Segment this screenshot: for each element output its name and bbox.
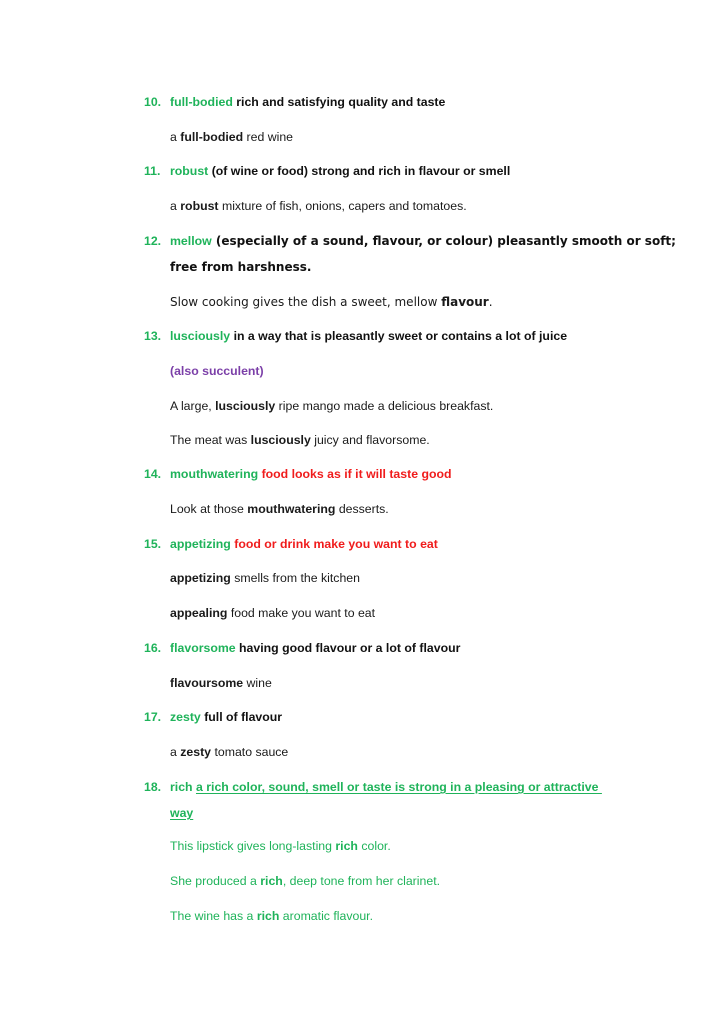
entry-term: rich: [170, 780, 193, 794]
entry-11-example-1: [170, 198, 467, 214]
example-text: a: [170, 745, 181, 759]
entry-definition-continued: way: [170, 806, 194, 820]
entry-17-example-1: [170, 744, 288, 760]
example-keyword: rich: [260, 874, 283, 888]
entry-term: mouthwatering: [170, 467, 259, 481]
example-text: tomato sauce: [211, 745, 289, 759]
entry-13-definition-line: [170, 328, 567, 344]
entry-18-definition-line-1: [170, 779, 602, 795]
entry-term: mellow: [170, 234, 212, 248]
entry-term: flavorsome: [170, 641, 236, 655]
entry-term: full-bodied: [170, 95, 233, 109]
example-text: a: [170, 199, 181, 213]
entry-number: 13.: [144, 329, 162, 343]
entry-definition: in a way that is pleasantly sweet or contains a lot of juice: [233, 329, 568, 343]
entry-number: 17.: [144, 710, 162, 724]
entry-definition: (of wine or food) strong and rich in flavour or smell: [211, 164, 511, 178]
entry-number: 12.: [144, 234, 162, 248]
example-keyword: rich: [335, 839, 358, 853]
entry-18-example-1: [170, 838, 391, 854]
entry-definition: food or drink make you want to eat: [234, 537, 438, 551]
example-text: desserts.: [335, 502, 389, 516]
example-text: juicy and flavorsome.: [310, 433, 430, 447]
entry-number: 10.: [144, 95, 162, 109]
example-text: aromatic flavour.: [279, 909, 374, 923]
entry-12-definition-line-1: [170, 233, 676, 249]
entry-14-example-1: [170, 501, 389, 517]
example-text: The meat was: [170, 433, 251, 447]
entry-definition-continued: free from harshness.: [170, 260, 312, 274]
example-text: Look at those: [170, 502, 248, 516]
example-text: .: [488, 295, 493, 309]
example-text: This lipstick gives long-lasting: [170, 839, 336, 853]
entry-16-example-1: [170, 675, 272, 691]
example-text: wine: [243, 676, 272, 690]
example-text: A large,: [170, 399, 216, 413]
example-keyword: zesty: [180, 745, 212, 759]
entry-term: zesty: [170, 710, 201, 724]
entry-10-definition-line: [170, 94, 445, 110]
example-keyword: mouthwatering: [247, 502, 336, 516]
entry-number: 14.: [144, 467, 162, 481]
example-text: food make you want to eat: [227, 606, 376, 620]
entry-15-definition-line: [170, 536, 438, 552]
entry-definition: having good flavour or a lot of flavour: [239, 641, 461, 655]
example-text: Slow cooking gives the dish a sweet, mellow: [170, 295, 442, 309]
entry-14-definition-line: [170, 466, 452, 482]
entry-18-definition-line-2: [170, 805, 193, 821]
entry-definition: full of flavour: [204, 710, 283, 724]
entry-term: lusciously: [170, 329, 231, 343]
example-text: She produced a: [170, 874, 261, 888]
example-text: mixture of fish, onions, capers and tomatoes.: [218, 199, 467, 213]
example-keyword: robust: [180, 199, 219, 213]
example-keyword: flavoursome: [170, 676, 244, 690]
example-text: The wine has a: [170, 909, 257, 923]
entry-15-example-1: [170, 570, 360, 586]
entry-definition: rich and satisfying quality and taste: [236, 95, 446, 109]
entry-definition: a rich color, sound, smell or taste is strong in a pleasing or attractive: [195, 780, 602, 794]
example-text: a: [170, 130, 181, 144]
example-text: , deep tone from her clarinet.: [282, 874, 441, 888]
entry-15-example-2: [170, 605, 375, 621]
entry-term: robust: [170, 164, 209, 178]
entry-13-example-1: [170, 398, 493, 414]
entry-number: 16.: [144, 641, 162, 655]
entry-11-definition-line: [170, 163, 510, 179]
example-keyword: lusciously: [250, 433, 311, 447]
entry-number: 18.: [144, 780, 162, 794]
example-keyword: full-bodied: [180, 130, 244, 144]
example-keyword: flavour: [441, 295, 489, 309]
example-text: color.: [357, 839, 391, 853]
entry-17-definition-line: [170, 709, 282, 725]
entry-18-example-3: [170, 908, 373, 924]
entry-term: appetizing: [170, 537, 231, 551]
entry-18-example-2: [170, 873, 440, 889]
example-keyword: lusciously: [215, 399, 276, 413]
entry-number: 11.: [144, 164, 161, 178]
entry-12-example-1: [170, 294, 493, 310]
entry-10-example-1: [170, 129, 293, 145]
entry-16-definition-line: [170, 640, 460, 656]
entry-13-note: (also succulent): [170, 364, 264, 378]
entry-12-definition-line-2: [170, 259, 311, 275]
example-text: smells from the kitchen: [230, 571, 360, 585]
entry-definition: food looks as if it will taste good: [261, 467, 452, 481]
example-keyword: rich: [256, 909, 280, 923]
example-keyword: appealing: [170, 606, 228, 620]
entry-number: 15.: [144, 537, 162, 551]
example-text: ripe mango made a delicious breakfast.: [275, 399, 494, 413]
entry-13-example-2: [170, 432, 430, 448]
entry-definition: (especially of a sound, flavour, or colour) pleasantly smooth or soft;: [215, 234, 676, 248]
example-keyword: appetizing: [170, 571, 231, 585]
example-text: red wine: [243, 130, 294, 144]
